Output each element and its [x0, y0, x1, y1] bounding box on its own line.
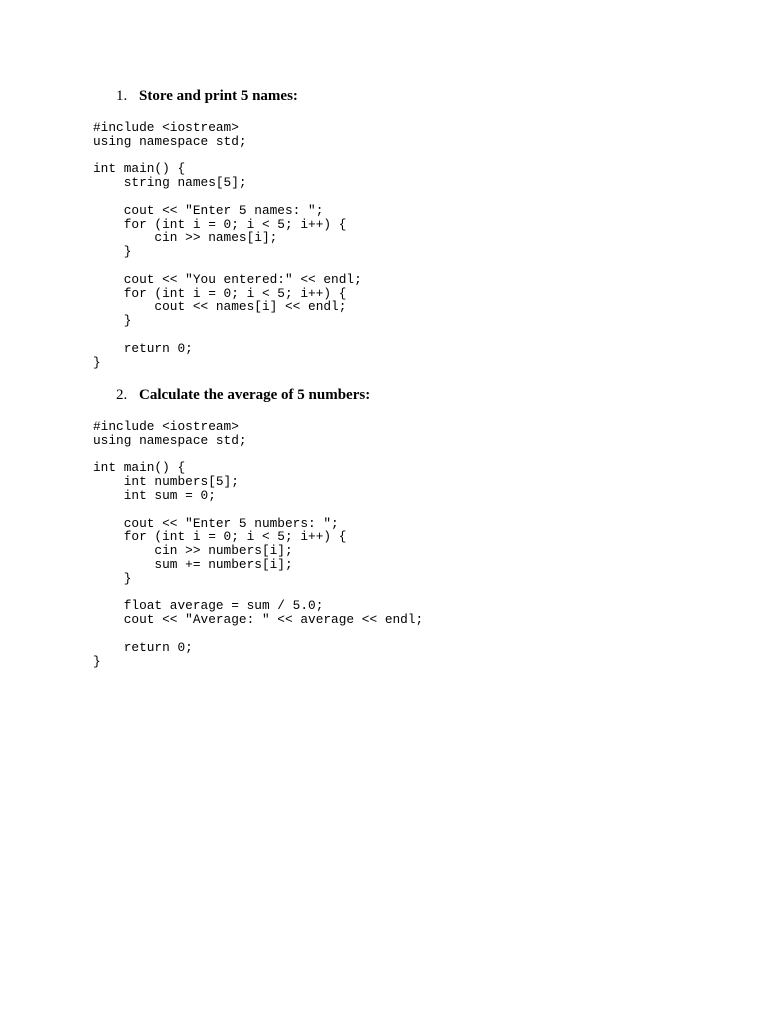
- code-line: [93, 259, 362, 273]
- code-line: int numbers[5];: [93, 474, 239, 490]
- code-line: }: [93, 653, 101, 669]
- code-line: cout << "You entered:" << endl;: [93, 271, 362, 287]
- code-line: int sum = 0;: [93, 487, 216, 503]
- code-line: [93, 627, 423, 641]
- code-line: }: [93, 313, 132, 329]
- code-line: [93, 503, 423, 517]
- list-item-number: 2.: [116, 387, 128, 403]
- code-line: string names[5];: [93, 175, 247, 191]
- code-line: [93, 190, 362, 204]
- code-line: cout << "Enter 5 names: ";: [93, 202, 324, 218]
- code-line: for (int i = 0; i < 5; i++) {: [93, 216, 347, 232]
- code-line: }: [93, 570, 132, 586]
- code-line: float average = sum / 5.0;: [93, 598, 324, 614]
- code-line: sum += numbers[i];: [93, 556, 293, 572]
- code-line: return 0;: [93, 340, 193, 356]
- code-line: }: [93, 354, 101, 370]
- code-line: cin >> numbers[i];: [93, 543, 293, 559]
- code-line: #include <iostream>: [93, 419, 239, 434]
- list-item-heading: [116, 386, 370, 404]
- code-line: [93, 448, 423, 462]
- code-block: [93, 121, 362, 369]
- list-item-title: Calculate the average of 5 numbers:: [139, 387, 371, 403]
- list-item-title: Store and print 5 names:: [139, 88, 298, 104]
- code-line: [93, 328, 362, 342]
- code-line: cout << names[i] << endl;: [93, 299, 347, 315]
- code-line: cout << "Average: " << average << endl;: [93, 612, 424, 628]
- code-line: #include <iostream>: [93, 120, 239, 135]
- code-line: cin >> names[i];: [93, 230, 278, 246]
- code-line: [93, 149, 362, 163]
- list-item-number: 1.: [116, 88, 128, 104]
- code-line: int main() {: [93, 161, 186, 177]
- code-line: cout << "Enter 5 numbers: ";: [93, 515, 339, 531]
- code-line: return 0;: [93, 639, 193, 655]
- code-line: }: [93, 244, 132, 260]
- code-line: [93, 586, 423, 600]
- code-line: for (int i = 0; i < 5; i++) {: [93, 285, 347, 301]
- code-block: [93, 420, 423, 668]
- code-line: int main() {: [93, 460, 186, 476]
- list-item-heading: [116, 87, 298, 105]
- code-line: for (int i = 0; i < 5; i++) {: [93, 529, 347, 545]
- code-line: using namespace std;: [93, 133, 247, 149]
- code-line: using namespace std;: [93, 432, 247, 448]
